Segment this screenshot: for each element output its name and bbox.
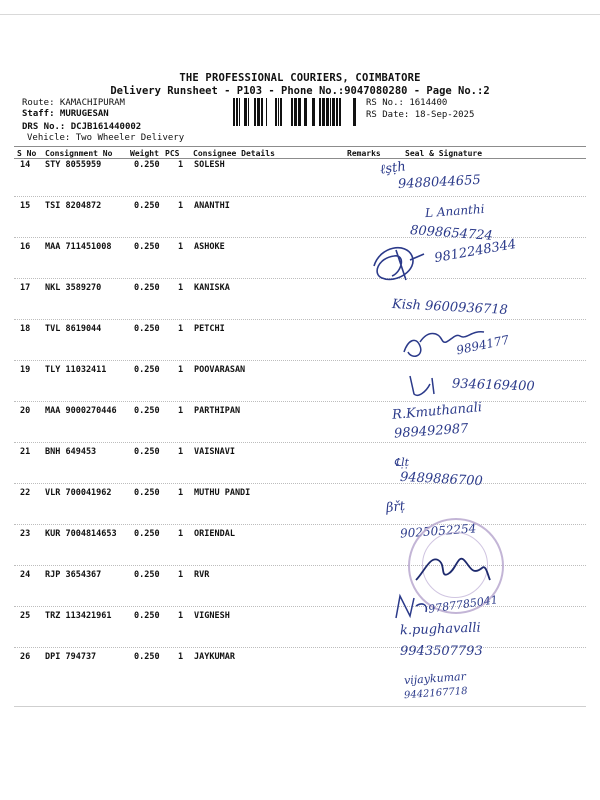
row-separator [14,606,586,607]
row-consignee: VAISNAVI [194,447,235,457]
row-separator [14,278,586,279]
row-weight: 0.250 [134,652,160,662]
row-pcs: 1 [178,365,184,375]
row-pcs: 1 [178,160,184,170]
drs-number: DRS No.: DCJB161440002 [22,122,142,132]
row-consignee: ANANTHI [194,201,230,211]
row-weight: 0.250 [134,447,160,457]
row-separator [14,360,586,361]
signature-scribble-row-23 [412,546,492,586]
barcode-bar [304,98,307,126]
row-weight: 0.250 [134,201,160,211]
row-consignment-no: TSI 8204872 [45,201,102,211]
row-consignee: ORIENDAL [194,529,235,539]
header-top-rule [14,146,586,147]
barcode-bar [280,98,282,126]
row-weight: 0.250 [134,324,160,334]
row-sno: 14 [20,160,31,170]
row-consignee: SOLESH [194,160,225,170]
row-sno: 25 [20,611,31,621]
row-consignee: VIGNESH [194,611,230,621]
row-consignment-no: KUR 7004814653 [45,529,117,539]
col-remarks: Remarks [347,149,381,158]
signature-scribble-row-16 [366,236,430,290]
row-sno: 15 [20,201,31,211]
row-sno: 22 [20,488,31,498]
barcode-bar [326,98,329,126]
row-weight: 0.250 [134,406,160,416]
row-consignment-no: STY 8055959 [45,160,102,170]
barcode-bar [261,98,263,126]
row-consignee: JAYKUMAR [194,652,235,662]
row-weight: 0.250 [134,283,160,293]
barcode-bar [336,98,338,126]
signature-scribble-row-24 [392,592,432,622]
rs-number: RS No.: 1614400 [366,98,448,108]
barcode-bar [291,98,293,126]
barcode-bar [257,98,260,126]
row-sno: 26 [20,652,31,662]
row-pcs: 1 [178,570,184,580]
row-pcs: 1 [178,652,184,662]
handwritten-phone-row-18: 9894177 [455,332,511,358]
row-consignment-no: RJP 3654367 [45,570,102,580]
signature-row-21: ℄ḷṭ [394,456,410,469]
barcode-bar [298,98,301,126]
col-sno: S No [17,149,37,158]
row-sno: 24 [20,570,31,580]
row-pcs: 1 [178,324,184,334]
row-consignee: KANISKA [194,283,230,293]
row-consignment-no: NKL 3589270 [45,283,102,293]
barcode-bar [353,98,356,126]
barcode-bar [266,98,267,126]
rs-date: RS Date: 18-Sep-2025 [366,110,475,120]
row-separator [14,524,586,525]
row-consignee: ASHOKE [194,242,225,252]
row-consignment-no: TVL 8619044 [45,324,102,334]
handwritten-phone-row-24: 9787785041 [427,593,499,616]
handwritten-phone-row-26: 9442167718 [403,685,468,702]
row-pcs: 1 [178,242,184,252]
signature-scribble-row-19 [404,370,444,400]
row-pcs: 1 [178,201,184,211]
barcode-bar [254,98,256,126]
row-pcs: 1 [178,406,184,416]
table-bottom-rule [14,706,586,707]
handwritten-text-row-17: Kish 9600936718 [391,296,509,319]
runsheet-title: Delivery Runsheet - P103 - Phone No.:9047080280 - Page No.:2 [110,85,490,97]
row-sno: 18 [20,324,31,334]
row-sno: 20 [20,406,31,416]
row-weight: 0.250 [134,529,160,539]
barcode-bar [294,98,297,126]
barcode-bar [312,98,315,126]
handwritten-phone-row-25: 9943507793 [400,644,483,659]
route-label: Route: KAMACHIPURAM [22,98,125,108]
col-consignment: Consignment No [45,149,113,158]
row-weight: 0.250 [134,365,160,375]
barcode-bar [248,98,249,126]
row-separator [14,319,586,320]
col-weight: Weight [130,149,159,158]
row-consignment-no: BNH 649453 [45,447,97,457]
handwritten-name-row-26: vijaykumar [403,669,467,688]
row-pcs: 1 [178,447,184,457]
row-weight: 0.250 [134,160,160,170]
row-consignee: RVR [194,570,210,580]
row-consignment-no: TRZ 113421961 [45,611,112,621]
barcode-bar [236,98,238,126]
header-bottom-rule [14,158,586,159]
barcode-bar [332,98,335,126]
barcode-bar [239,98,240,126]
col-seal-signature: Seal & Signature [405,149,483,158]
row-separator [14,237,586,238]
handwritten-name-row-20: R.Kmuthanali [391,400,483,423]
row-weight: 0.250 [134,611,160,621]
row-sno: 16 [20,242,31,252]
row-separator [14,401,586,402]
handwritten-phone-row-20: 989492987 [393,421,469,442]
barcode-image [233,98,361,126]
row-consignee: PARTHIPAN [194,406,241,416]
row-consignment-no: MAA 9000270446 [45,406,117,416]
barcode-bar [322,98,325,126]
row-separator [14,442,586,443]
vehicle-label: Vehicle: Two Wheeler Delivery [27,133,185,143]
row-pcs: 1 [178,488,184,498]
row-sno: 17 [20,283,31,293]
handwritten-phone-row-19: 9346169400 [451,376,535,395]
row-weight: 0.250 [134,570,160,580]
row-pcs: 1 [178,283,184,293]
handwritten-name-row-25: k.pughavalli [399,620,481,639]
barcode-bar [330,98,331,126]
col-pcs: PCS [165,149,180,158]
row-consignment-no: VLR 700041962 [45,488,112,498]
row-sno: 19 [20,365,31,375]
col-consignee: Consignee Details [193,149,275,158]
barcode-bar [275,98,277,126]
barcode-bar [278,98,279,126]
row-consignee: MUTHU PANDI [194,488,251,498]
row-pcs: 1 [178,529,184,539]
row-separator [14,483,586,484]
row-weight: 0.250 [134,242,160,252]
row-weight: 0.250 [134,488,160,498]
barcode-bar [244,98,247,126]
barcode-bar [319,98,321,126]
row-separator [14,647,586,648]
staff-label: Staff: MURUGESAN [22,109,109,119]
row-consignee: PETCHI [194,324,225,334]
signature-row-22: β​ř​ṭ [385,499,406,516]
row-consignment-no: MAA 711451008 [45,242,112,252]
handwritten-phone-row-21: 9489886700 [399,469,484,490]
row-sno: 23 [20,529,31,539]
handwritten-phone-row-15: 8098654724 [409,223,494,244]
handwritten-phone-row-22: 9025052254 [399,521,477,541]
handwritten-phone-row-16: 9812248344 [433,236,518,267]
handwritten-name-row-15: L Ananthi [424,201,485,221]
row-sno: 21 [20,447,31,457]
row-consignment-no: TLY 11032411 [45,365,107,375]
barcode-bar [339,98,341,126]
signature-row-14: ℓşṭh​ [379,159,407,178]
company-title: THE PROFESSIONAL COURIERS, COIMBATORE [179,72,421,84]
row-separator [14,196,586,197]
row-consignee: POOVARASAN [194,365,246,375]
barcode-bar [233,98,235,126]
handwritten-phone-row-14: 9488044655 [397,172,482,193]
row-consignment-no: DPI 794737 [45,652,97,662]
scan-edge-line [0,14,600,15]
row-pcs: 1 [178,611,184,621]
